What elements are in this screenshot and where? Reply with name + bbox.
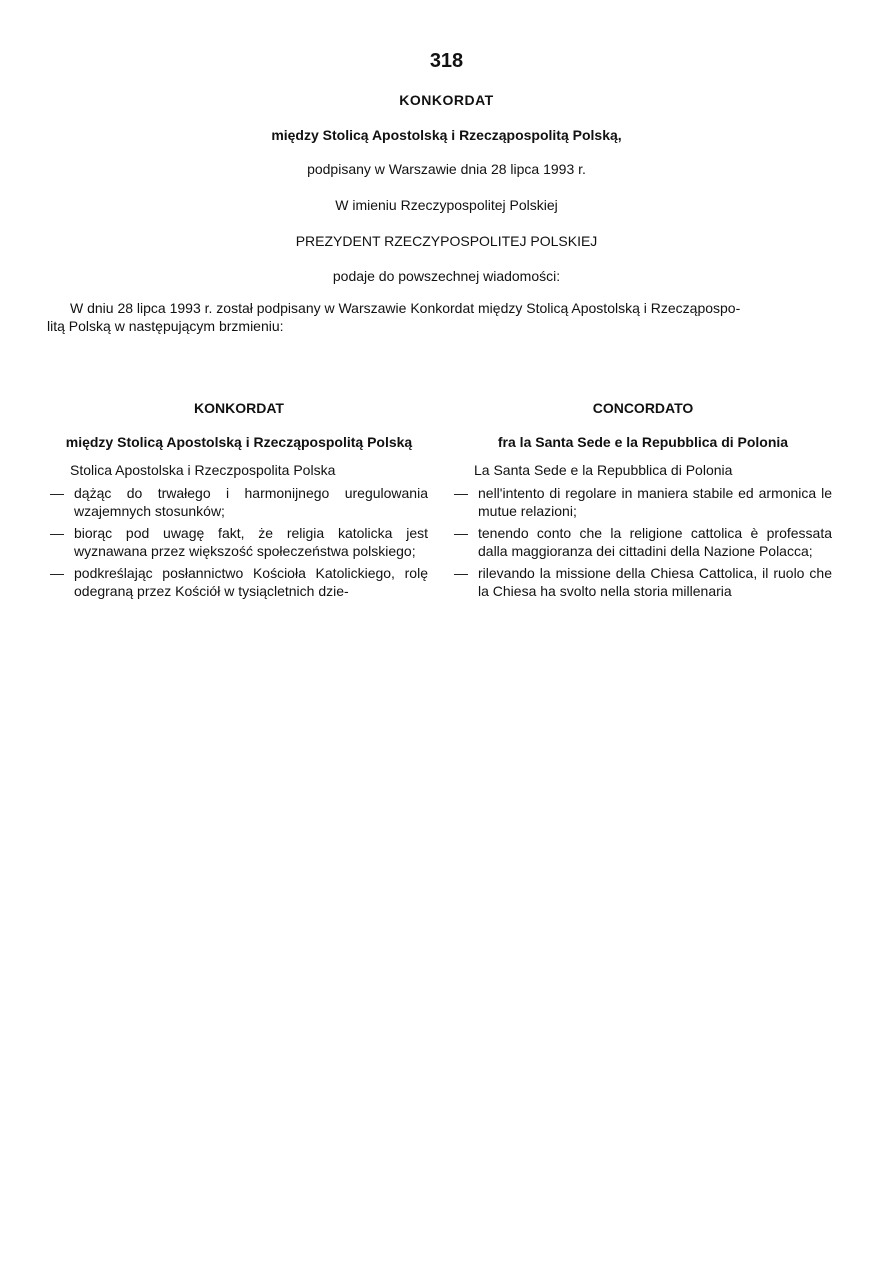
- italian-parties: La Santa Sede e la Repubblica di Polonia: [474, 462, 733, 478]
- italian-column: [454, 398, 832, 600]
- italian-subheading: fra la Santa Sede e la Repubblica di Polonia: [497, 434, 789, 450]
- list-item-text: tenendo conto che la religione cattolica è professata dalla maggioranza dei cittadini della Nazione Polacca;: [478, 525, 832, 559]
- list-item-text: nell'intento di regolare in maniera stabile ed armonica le mutue relazioni;: [478, 485, 832, 519]
- dash-mark: —: [454, 525, 468, 541]
- list-item: [454, 564, 832, 600]
- list-item: [50, 564, 428, 600]
- polish-parties: Stolica Apostolska i Rzeczpospolita Polska: [70, 462, 336, 478]
- list-item-text: rilevando la missione della Chiesa Cattolica, il ruolo che la Chiesa ha svolto nella storia millenaria: [478, 565, 832, 599]
- announcement-line: podaje do powszechnej wiadomości:: [332, 268, 561, 284]
- document-subtitle: między Stolicą Apostolską i Rzecząpospolitą Polską,: [271, 127, 622, 143]
- dash-mark: —: [454, 485, 468, 501]
- intro-paragraph: [47, 299, 832, 335]
- dash-mark: —: [454, 565, 468, 581]
- list-item: [454, 484, 832, 520]
- polish-column: [50, 398, 428, 600]
- list-item: [454, 524, 832, 560]
- intro-line-1: W dniu 28 lipca 1993 r. został podpisany w Warszawie Konkordat między Stolicą Apostolską i Rzecząpospo-: [70, 300, 741, 316]
- list-item-text: biorąc pod uwagę fakt, że religia katolicka jest wyznawana przez większość społeczeństwa polskiego;: [74, 525, 428, 559]
- list-item-text: dążąc do trwałego i harmonijnego uregulowania wzajemnych stosunków;: [74, 485, 428, 519]
- italian-heading: CONCORDATO: [592, 400, 694, 416]
- list-item: [50, 524, 428, 560]
- dash-mark: —: [50, 525, 64, 541]
- document-title: KONKORDAT: [399, 92, 494, 108]
- dash-mark: —: [50, 565, 64, 581]
- intro-line-2: litą Polską w następującym brzmieniu:: [47, 318, 284, 334]
- page-number: 318: [429, 50, 464, 72]
- list-item-text: podkreślając posłannictwo Kościoła Katolickiego, rolę odegraną przez Kościół w tysiącletnich dzie-: [74, 565, 428, 599]
- list-item: [50, 484, 428, 520]
- on-behalf-line: W imieniu Rzeczypospolitej Polskiej: [335, 197, 558, 213]
- dash-mark: —: [50, 485, 64, 501]
- polish-heading: KONKORDAT: [194, 400, 284, 416]
- polish-subheading: między Stolicą Apostolską i Rzecząpospolitą Polską: [65, 434, 413, 450]
- president-line: PREZYDENT RZECZYPOSPOLITEJ POLSKIEJ: [295, 233, 598, 249]
- signing-info: podpisany w Warszawie dnia 28 lipca 1993 r.: [307, 161, 586, 177]
